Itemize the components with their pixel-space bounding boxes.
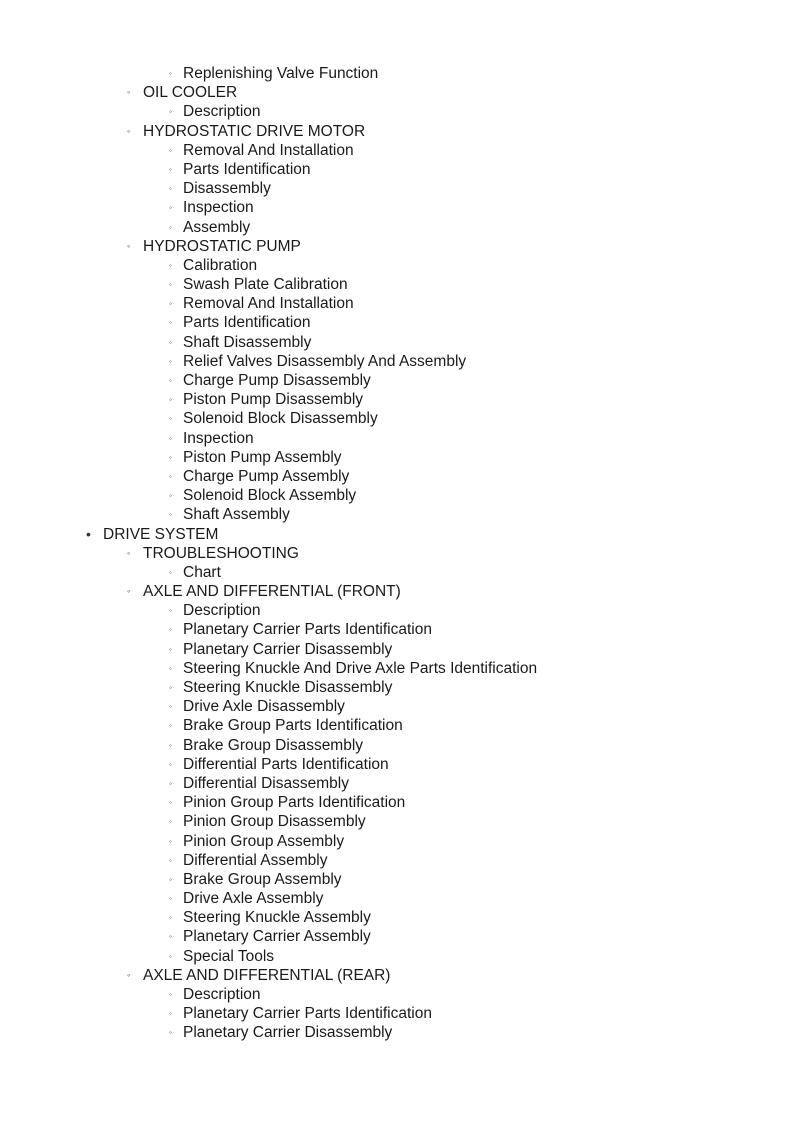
outline-item-level-3 — [0, 1023, 794, 1042]
outline-item-text: Description — [183, 602, 261, 620]
outline-item-text: Description — [183, 103, 261, 121]
outline-item-level-3 — [0, 947, 794, 966]
bullet-icon: ◦ — [169, 433, 172, 443]
outline-item-level-3 — [0, 198, 794, 217]
bullet-icon: ◦ — [169, 107, 172, 117]
outline-item-text: Description — [183, 986, 261, 1003]
bullet-icon: ◦ — [127, 969, 131, 980]
bullet-icon: ◦ — [169, 356, 172, 366]
outline-item-level-3 — [0, 371, 794, 390]
outline-item-text: Drive Axle Disassembly — [183, 698, 345, 716]
outline-item-text: Shaft Assembly — [183, 506, 290, 524]
outline-item-level-3 — [0, 851, 794, 870]
outline-item-text: Brake Group Disassembly — [183, 736, 364, 754]
outline-item-text: Calibration — [183, 256, 258, 274]
outline-item-text: Brake Group Assembly — [183, 870, 342, 888]
outline-item-text: TROUBLESHOOTING — [143, 544, 299, 562]
outline-item-text: Planetary Carrier Assembly — [183, 928, 371, 946]
outline-item-text: DRIVE SYSTEM — [103, 525, 219, 543]
bullet-icon: ◦ — [169, 740, 172, 750]
outline-item-level-3 — [0, 620, 794, 639]
outline-item-text: Drive Axle Assembly — [183, 890, 324, 908]
bullet-icon: ◦ — [169, 932, 172, 942]
outline-item-level-3 — [0, 160, 794, 179]
bullet-icon: ◦ — [169, 836, 172, 846]
outline-item-text: Steering Knuckle And Drive Axle Parts Identification — [183, 659, 538, 677]
outline-item-text: Planetary Carrier Parts Identification — [183, 621, 432, 639]
outline-item-text: Pinion Group Assembly — [183, 832, 345, 850]
document-outline — [0, 64, 794, 1043]
bullet-icon: ◦ — [169, 606, 172, 616]
outline-item-level-2 — [0, 966, 794, 985]
bullet-icon: ◦ — [169, 1028, 172, 1038]
bullet-icon: ◦ — [169, 318, 172, 328]
outline-item-level-3 — [0, 755, 794, 774]
outline-item-level-2 — [0, 582, 794, 601]
bullet-icon: ◦ — [169, 951, 172, 961]
bullet-icon: ◦ — [169, 798, 172, 808]
outline-item-level-3 — [0, 102, 794, 121]
outline-item-level-2 — [0, 237, 794, 256]
outline-item-level-3 — [0, 294, 794, 313]
outline-item-text: Planetary Carrier Parts Identification — [183, 1005, 432, 1023]
outline-item-text: Steering Knuckle Assembly — [183, 909, 371, 927]
outline-item-level-2 — [0, 544, 794, 563]
outline-item-text: Piston Pump Disassembly — [183, 391, 364, 409]
bullet-icon: ◦ — [169, 625, 172, 635]
outline-item-level-2 — [0, 83, 794, 102]
outline-item-text: Pinion Group Parts Identification — [183, 794, 406, 812]
outline-item-level-3 — [0, 256, 794, 275]
outline-item-text: Differential Parts Identification — [183, 755, 389, 773]
bullet-icon: ◦ — [169, 471, 172, 481]
outline-item-text: Replenishing Valve Function — [183, 65, 379, 82]
bullet-icon: ◦ — [169, 452, 172, 462]
bullet-icon: ◦ — [169, 395, 172, 405]
bullet-icon: ◦ — [169, 184, 172, 194]
outline-item-text: Solenoid Block Assembly — [183, 487, 357, 505]
outline-item-level-3 — [0, 716, 794, 735]
outline-item-level-3 — [0, 179, 794, 198]
outline-item-text: HYDROSTATIC PUMP — [143, 237, 301, 255]
outline-item-level-2 — [0, 122, 794, 141]
outline-item-level-3 — [0, 467, 794, 486]
outline-item-level-3 — [0, 870, 794, 889]
outline-item-level-3 — [0, 678, 794, 697]
outline-item-text: Parts Identification — [183, 314, 311, 332]
outline-item-level-3 — [0, 697, 794, 716]
outline-item-text: Differential Disassembly — [183, 774, 349, 792]
bullet-icon: ◦ — [169, 280, 172, 290]
outline-item-text: Inspection — [183, 429, 254, 447]
outline-item-level-3 — [0, 275, 794, 294]
outline-item-text: Pinion Group Disassembly — [183, 813, 366, 831]
outline-item-text: Charge Pump Assembly — [183, 467, 350, 485]
outline-item-level-3 — [0, 774, 794, 793]
bullet-icon: ◦ — [169, 491, 172, 501]
bullet-icon: ◦ — [127, 547, 131, 558]
outline-item-text: Inspection — [183, 199, 254, 217]
bullet-icon: • — [86, 525, 91, 542]
outline-item-level-3 — [0, 812, 794, 831]
outline-item-level-3 — [0, 908, 794, 927]
outline-item-level-3 — [0, 563, 794, 582]
bullet-icon: ◦ — [169, 299, 172, 309]
outline-item-level-1 — [0, 525, 794, 544]
bullet-icon: ◦ — [169, 855, 172, 865]
outline-item-text: Swash Plate Calibration — [183, 276, 348, 294]
outline-item-text: Charge Pump Disassembly — [183, 372, 371, 389]
bullet-icon: ◦ — [169, 164, 172, 174]
outline-item-level-3 — [0, 409, 794, 428]
outline-item-text: Relief Valves Disassembly And Assembly — [183, 352, 467, 370]
bullet-icon: ◦ — [169, 894, 172, 904]
outline-item-text: OIL COOLER — [143, 84, 238, 102]
bullet-icon: ◦ — [169, 874, 172, 884]
outline-item-level-3 — [0, 659, 794, 678]
bullet-icon: ◦ — [169, 222, 172, 232]
outline-item-text: Special Tools — [183, 947, 275, 965]
bullet-icon: ◦ — [169, 567, 172, 577]
bullet-icon: ◦ — [127, 240, 131, 251]
outline-item-text: Disassembly — [183, 180, 271, 198]
bullet-icon: ◦ — [169, 145, 172, 155]
outline-item-level-3 — [0, 352, 794, 371]
bullet-icon: ◦ — [169, 203, 172, 213]
outline-item-level-3 — [0, 448, 794, 467]
outline-item-text: Differential Assembly — [183, 851, 328, 869]
outline-item-level-3 — [0, 640, 794, 659]
outline-item-level-3 — [0, 141, 794, 160]
outline-item-text: Parts Identification — [183, 160, 311, 178]
outline-item-level-3 — [0, 927, 794, 946]
outline-item-level-3 — [0, 1004, 794, 1023]
bullet-icon: ◦ — [169, 817, 172, 827]
bullet-icon: ◦ — [169, 778, 172, 788]
outline-item-level-3 — [0, 601, 794, 620]
bullet-icon: ◦ — [127, 125, 131, 136]
bullet-icon: ◦ — [169, 683, 172, 692]
outline-item-level-3 — [0, 218, 794, 237]
bullet-icon: ◦ — [169, 69, 172, 78]
outline-item-text: Shaft Disassembly — [183, 333, 312, 351]
bullet-icon: ◦ — [127, 87, 131, 98]
bullet-icon: ◦ — [169, 663, 172, 673]
bullet-icon: ◦ — [169, 510, 172, 520]
bullet-icon: ◦ — [169, 990, 172, 999]
bullet-icon: ◦ — [169, 913, 172, 923]
bullet-icon: ◦ — [169, 337, 172, 347]
outline-item-level-3 — [0, 313, 794, 332]
outline-item-text: HYDROSTATIC DRIVE MOTOR — [143, 122, 366, 140]
bullet-icon: ◦ — [169, 759, 172, 769]
bullet-icon: ◦ — [169, 376, 172, 385]
outline-item-level-3 — [0, 486, 794, 505]
outline-item-level-3 — [0, 985, 794, 1004]
outline-item-text: Removal And Installation — [183, 141, 354, 159]
bullet-icon: ◦ — [169, 721, 172, 731]
outline-item-level-3 — [0, 832, 794, 851]
outline-item-text: Piston Pump Assembly — [183, 448, 342, 466]
outline-item-level-3 — [0, 390, 794, 409]
bullet-icon: ◦ — [169, 702, 172, 712]
outline-item-text: Removal And Installation — [183, 295, 354, 313]
outline-item-level-3 — [0, 889, 794, 908]
bullet-icon: ◦ — [169, 1009, 172, 1019]
outline-item-level-3 — [0, 64, 794, 83]
bullet-icon: ◦ — [169, 414, 172, 424]
outline-item-text: Steering Knuckle Disassembly — [183, 679, 393, 696]
outline-item-level-3 — [0, 793, 794, 812]
bullet-icon: ◦ — [169, 260, 172, 270]
outline-item-text: Planetary Carrier Disassembly — [183, 640, 393, 658]
outline-item-text: Chart — [183, 563, 221, 581]
outline-item-text: Brake Group Parts Identification — [183, 717, 403, 735]
outline-item-text: Assembly — [183, 218, 251, 236]
bullet-icon: ◦ — [169, 644, 172, 654]
outline-item-text: AXLE AND DIFFERENTIAL (FRONT) — [143, 583, 401, 601]
outline-item-text: AXLE AND DIFFERENTIAL (REAR) — [143, 966, 391, 984]
outline-item-text: Planetary Carrier Disassembly — [183, 1024, 393, 1042]
outline-item-level-3 — [0, 333, 794, 352]
outline-item-text: Solenoid Block Disassembly — [183, 410, 378, 428]
outline-item-level-3 — [0, 429, 794, 448]
bullet-icon: ◦ — [127, 586, 131, 597]
outline-item-level-3 — [0, 505, 794, 524]
outline-item-level-3 — [0, 736, 794, 755]
